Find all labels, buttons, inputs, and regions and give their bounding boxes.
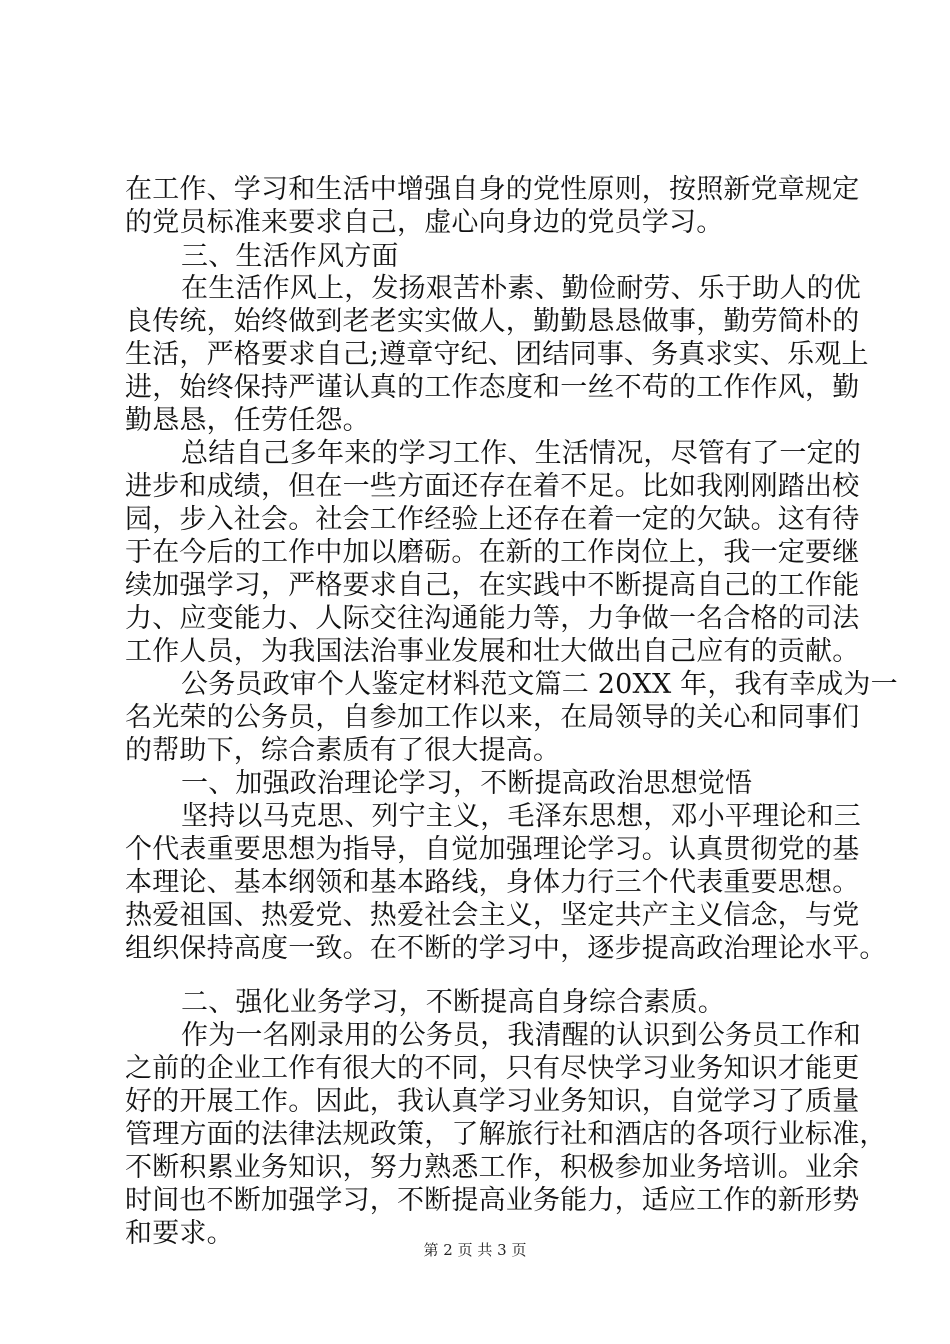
text-line: 名光荣的公务员，自参加工作以来，在局领导的关心和同事们: [125, 702, 860, 733]
text-line: 不断积累业务知识，努力熟悉工作，积极参加业务培训。业余: [125, 1152, 860, 1183]
text-line: 时间也不断加强学习，不断提高业务能力，适应工作的新形势: [125, 1185, 860, 1216]
text-line: 的帮助下，综合素质有了很大提高。: [125, 735, 561, 766]
text-line: 在生活作风上，发扬艰苦朴素、勤俭耐劳、乐于助人的优: [181, 273, 861, 304]
section-heading: 三、生活作风方面: [181, 241, 399, 272]
text-line: 续加强学习，严格要求自己，在实践中不断提高自己的工作能: [125, 570, 860, 601]
section-heading: 一、加强政治理论学习，不断提高政治思想觉悟: [181, 768, 753, 799]
text-line: 良传统，始终做到老老实实做人，勤勤恳恳做事，勤劳简朴的: [125, 306, 860, 337]
text-line: 力、应变能力、人际交往沟通能力等，力争做一名合格的司法: [125, 603, 860, 634]
text-line: 组织保持高度一致。在不断的学习中，逐步提高政治理论水平。: [125, 933, 887, 964]
text-line: 进步和成绩，但在一些方面还存在着不足。比如我刚刚踏出校: [125, 471, 860, 502]
text-line: 作为一名刚录用的公务员，我清醒的认识到公务员工作和: [181, 1020, 861, 1051]
text-line: 好的开展工作。因此，我认真学习业务知识，自觉学习了质量: [125, 1086, 860, 1117]
text-line: 之前的企业工作有很大的不同，只有尽快学习业务知识才能更: [125, 1053, 860, 1084]
text-line: 进，始终保持严谨认真的工作态度和一丝不苟的工作作风，勤: [125, 372, 860, 403]
text-line: 于在今后的工作中加以磨砺。在新的工作岗位上，我一定要继: [125, 537, 860, 568]
section-heading: 二、强化业务学习，不断提高自身综合素质。: [181, 987, 725, 1018]
text-line: 和要求。: [125, 1218, 234, 1249]
text-line: 管理方面的法律法规政策，了解旅行社和酒店的各项行业标准，: [125, 1119, 887, 1150]
text-line: 生活，严格要求自己;遵章守纪、团结同事、务真求实、乐观上: [125, 339, 869, 370]
text-line: 的党员标准来要求自己，虚心向身边的党员学习。: [125, 207, 724, 238]
text-line: 热爱祖国、热爱党、热爱社会主义，坚定共产主义信念，与党: [125, 900, 860, 931]
text-line: 在工作、学习和生活中增强自身的党性原则，按照新党章规定: [125, 174, 860, 205]
text-line: 工作人员，为我国法治事业发展和壮大做出自己应有的贡献。: [125, 636, 860, 667]
page-number-footer: 第 2 页 共 3 页: [423, 1241, 527, 1259]
text-line: 园，步入社会。社会工作经验上还存在着一定的欠缺。这有待: [125, 504, 860, 535]
text-line: 个代表重要思想为指导，自觉加强理论学习。认真贯彻党的基: [125, 834, 860, 865]
text-line: 勤恳恳，任劳任怨。: [125, 405, 370, 436]
text-line: 本理论、基本纲领和基本路线，身体力行三个代表重要思想。: [125, 867, 860, 898]
text-line: 公务员政审个人鉴定材料范文篇二 20XX 年，我有幸成为一: [181, 669, 898, 700]
text-line: 坚持以马克思、列宁主义，毛泽东思想，邓小平理论和三: [181, 801, 861, 832]
text-line: 总结自己多年来的学习工作、生活情况，尽管有了一定的: [181, 438, 861, 469]
